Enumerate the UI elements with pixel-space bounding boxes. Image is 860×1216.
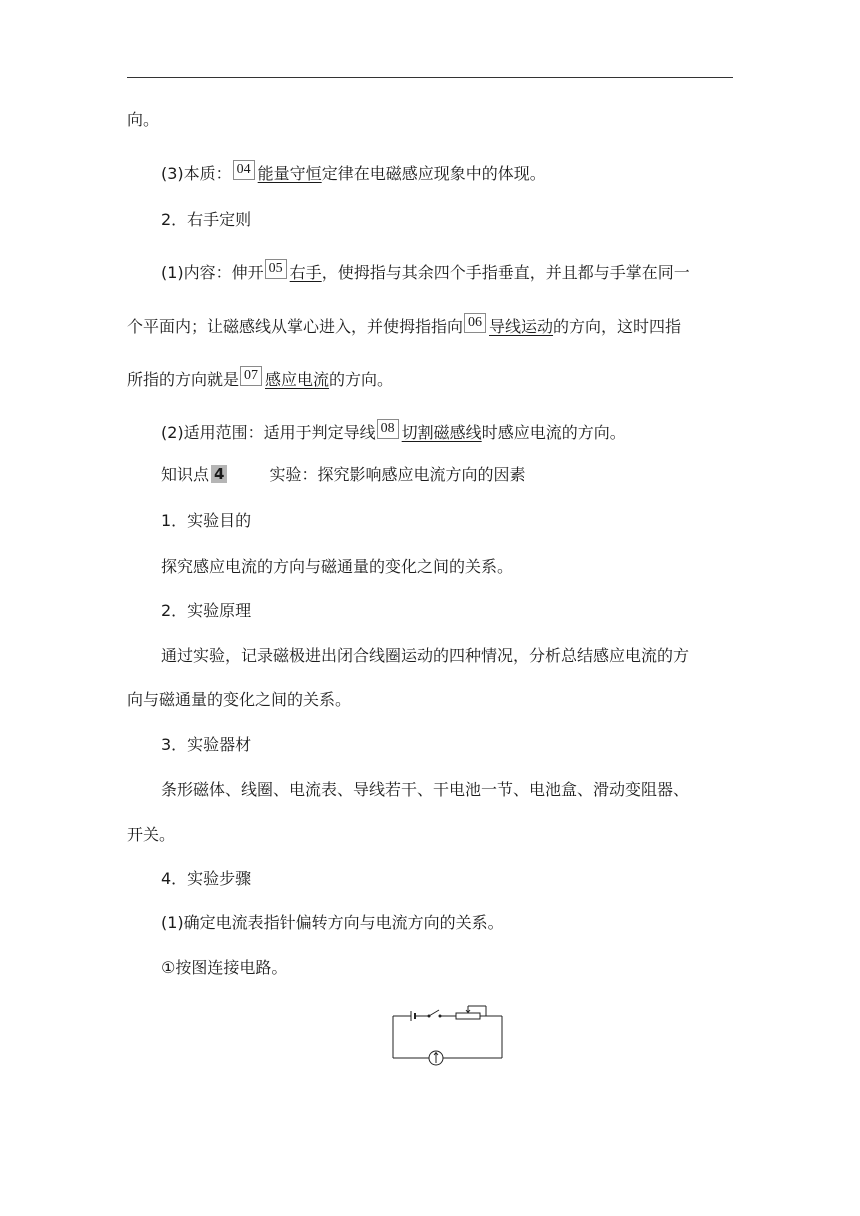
rheostat-symbol (456, 1006, 486, 1019)
answer-text: 导线运动 (489, 317, 554, 336)
ammeter-symbol (429, 1051, 443, 1065)
knowledge-point-heading: 知识点 4 实验：探究影响感应电流方向的因素 (161, 465, 526, 484)
circuit-diagram (392, 1003, 504, 1069)
text-line: 通过实验，记录磁极进出闭合线圈运动的四种情况，分析总结感应电流的方 (161, 646, 690, 665)
text-line: 向与磁通量的变化之间的关系。 (127, 690, 352, 709)
answer-number: 05 (265, 259, 287, 279)
section-heading: 2．实验原理 (161, 601, 252, 620)
text-line: 探究感应电流的方向与磁通量的变化之间的关系。 (161, 557, 514, 576)
text-line: ①按图连接电路。 (161, 958, 288, 977)
battery-symbol (411, 1011, 415, 1021)
text-line: 条形磁体、线圈、电流表、导线若干、干电池一节、电池盒、滑动变阻器、 (161, 780, 690, 799)
answer-text: 能量守恒 (257, 164, 322, 183)
answer-text: 切割磁感线 (401, 423, 482, 442)
switch-symbol (428, 1010, 441, 1017)
answer-text: 感应电流 (265, 370, 330, 389)
section-heading: 2．右手定则 (161, 210, 252, 229)
knowledge-point-badge: 4 (211, 465, 227, 483)
answer-number: 04 (233, 160, 255, 180)
section-heading: 4．实验步骤 (161, 869, 252, 888)
header-rule (127, 77, 733, 78)
section-heading: 3．实验器材 (161, 735, 252, 754)
answer-text: 右手 (289, 263, 322, 282)
text-line: (1)确定电流表指针偏转方向与电流方向的关系。 (161, 913, 504, 932)
section-heading: 1．实验目的 (161, 511, 252, 530)
answer-number: 08 (377, 419, 399, 439)
text-line: 开关。 (127, 825, 176, 844)
answer-number: 07 (240, 366, 262, 386)
text-line: 向。 (127, 110, 160, 129)
text-line: (1)内容：伸开 05 右手，使拇指与其余四个手指垂直，并且都与手掌在同一 (161, 261, 690, 282)
text-line: 所指的方向就是 07 感应电流的方向。 (127, 368, 394, 389)
answer-number: 06 (464, 313, 486, 333)
text-line: (2)适用范围：适用于判定导线 08 切割磁感线时感应电流的方向。 (161, 421, 626, 442)
text-line: 个平面内；让磁感线从掌心进入，并使拇指指向 06 导线运动的方向，这时四指 (127, 315, 682, 336)
text-line: (3)本质： 04 能量守恒定律在电磁感应现象中的体现。 (161, 162, 546, 183)
